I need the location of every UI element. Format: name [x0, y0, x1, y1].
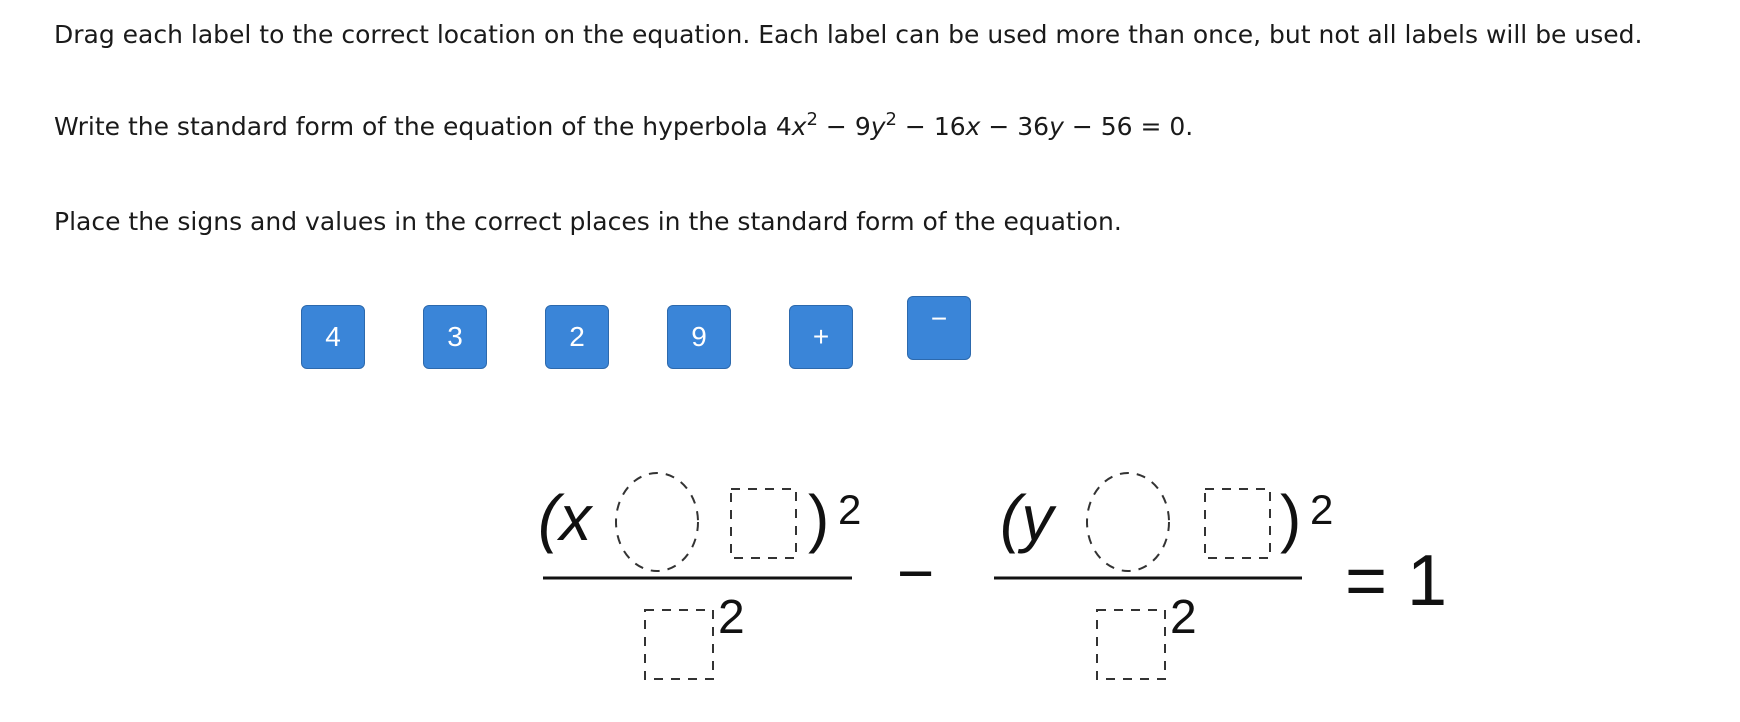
var-y: y — [1049, 112, 1064, 141]
numerator-y-open: (y — [1000, 482, 1054, 554]
numerator-close-paren-2: ) — [1280, 482, 1302, 554]
numerator-close-paren-1: ) — [808, 482, 830, 554]
sign-drop-slot-2[interactable] — [1087, 473, 1169, 571]
value-drop-slot-2[interactable] — [1205, 489, 1270, 558]
label-tile-minus[interactable]: − — [907, 296, 971, 360]
exponent: 2 — [806, 109, 818, 130]
sign-drop-slot-1[interactable] — [616, 473, 698, 571]
exponent: 2 — [885, 109, 897, 130]
instruction-place-signs: Place the signs and values in the correct places in the standard form of the equation. — [54, 207, 1122, 236]
denominator-drop-slot-2[interactable] — [1097, 610, 1165, 679]
equals-one: = 1 — [1345, 541, 1448, 621]
var-y: y — [870, 112, 886, 141]
label-tile-9[interactable]: 9 — [667, 305, 731, 369]
label-tile-plus[interactable]: + — [789, 305, 853, 369]
var-x: x — [965, 112, 981, 141]
term-9: − 9 — [817, 112, 871, 141]
value-drop-slot-1[interactable] — [731, 489, 796, 558]
numerator-x-open: (x — [538, 482, 592, 554]
coef-4: 4 — [775, 112, 792, 141]
instruction-drag: Drag each label to the correct location on the equation. Each label can be used more than once, but not all labels will be used. — [54, 20, 1643, 49]
instruction-prefix: Write the standard form of the equation of the hyperbola — [54, 112, 776, 141]
denominator-exponent-1: 2 — [718, 591, 745, 644]
term-16: − 16 — [896, 112, 966, 141]
numerator-exponent-2: 2 — [1310, 486, 1334, 533]
denominator-drop-slot-1[interactable] — [645, 610, 713, 679]
label-tile-3[interactable]: 3 — [423, 305, 487, 369]
numerator-exponent-1: 2 — [838, 486, 862, 533]
denominator-exponent-2: 2 — [1170, 591, 1197, 644]
label-tile-4[interactable]: 4 — [301, 305, 365, 369]
label-tile-2[interactable]: 2 — [545, 305, 609, 369]
instruction-suffix: − 56 = 0. — [1063, 112, 1194, 141]
equation-minus: − — [897, 537, 935, 609]
term-36: − 36 — [980, 112, 1050, 141]
var-x: x — [791, 112, 807, 141]
